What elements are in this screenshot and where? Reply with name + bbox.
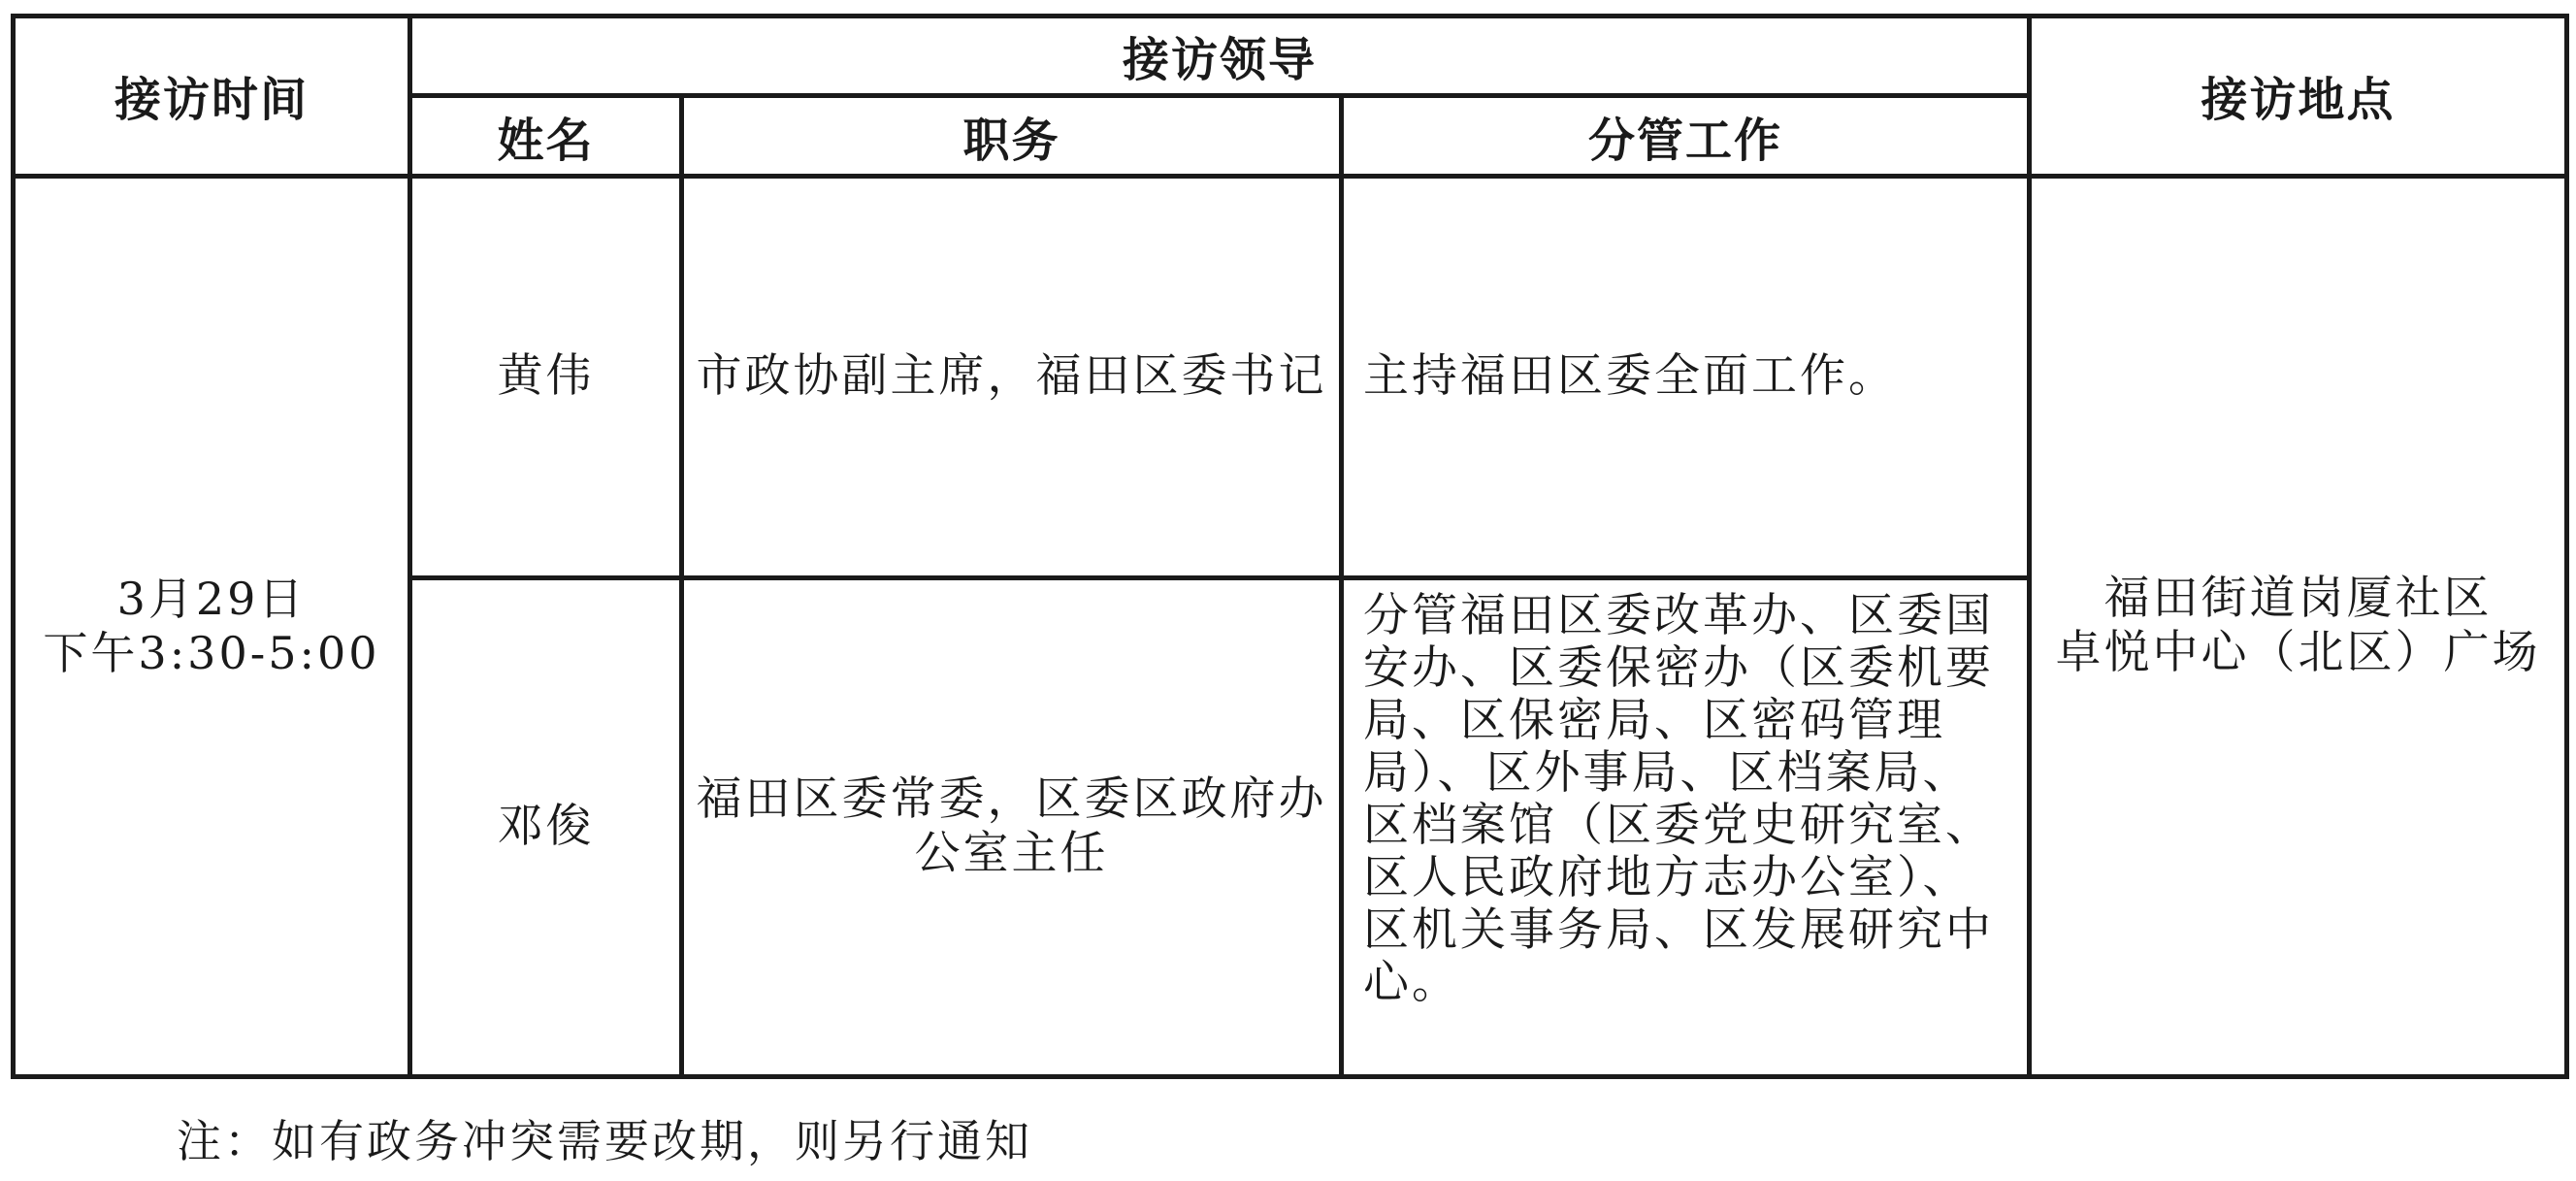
location-line-1: 福田街道岗厦社区 — [2103, 572, 2493, 626]
leader-responsibility: 主持福田区委全面工作。 — [1363, 349, 1897, 404]
leader-responsibility: 分管福田区委改革办、区委国安办、区委保密办（区委机要局、区保密局、区密码管理局）、区外事局、区档案局、区档案馆（区委党史研究室、区人民政府地方志办公室）、区机关事务局、区发展研究中心。 — [1363, 588, 1994, 1009]
header-responsibility: 分管工作 — [1342, 96, 2030, 176]
table-row — [14, 176, 2567, 577]
header-leader-group: 接访领导 — [410, 16, 2030, 96]
time-cell — [14, 176, 410, 1076]
leader-position: 市政协副主席，福田区委书记 — [682, 176, 1342, 577]
leader-name: 黄伟 — [410, 176, 682, 577]
header-row-top — [14, 16, 2567, 96]
footnote: 注：如有政务冲突需要改期，则另行通知 — [177, 1115, 1032, 1167]
time-date: 3月29日 — [116, 573, 307, 626]
header-location: 接访地点 — [2030, 16, 2567, 177]
header-time: 接访时间 — [14, 16, 410, 177]
time-range: 下午3:30-5:00 — [43, 627, 380, 680]
leader-responsibility-cell — [1342, 577, 2030, 1076]
location-cell — [2030, 176, 2567, 1076]
leader-position: 福田区委常委，区委区政府办公室主任 — [682, 577, 1342, 1076]
header-position: 职务 — [682, 96, 1342, 176]
reception-schedule-table — [11, 14, 2569, 1079]
header-name: 姓名 — [410, 96, 682, 176]
leader-name: 邓俊 — [410, 577, 682, 1076]
location-line-2: 卓悦中心（北区）广场 — [2055, 626, 2541, 680]
leader-responsibility-cell — [1342, 176, 2030, 577]
